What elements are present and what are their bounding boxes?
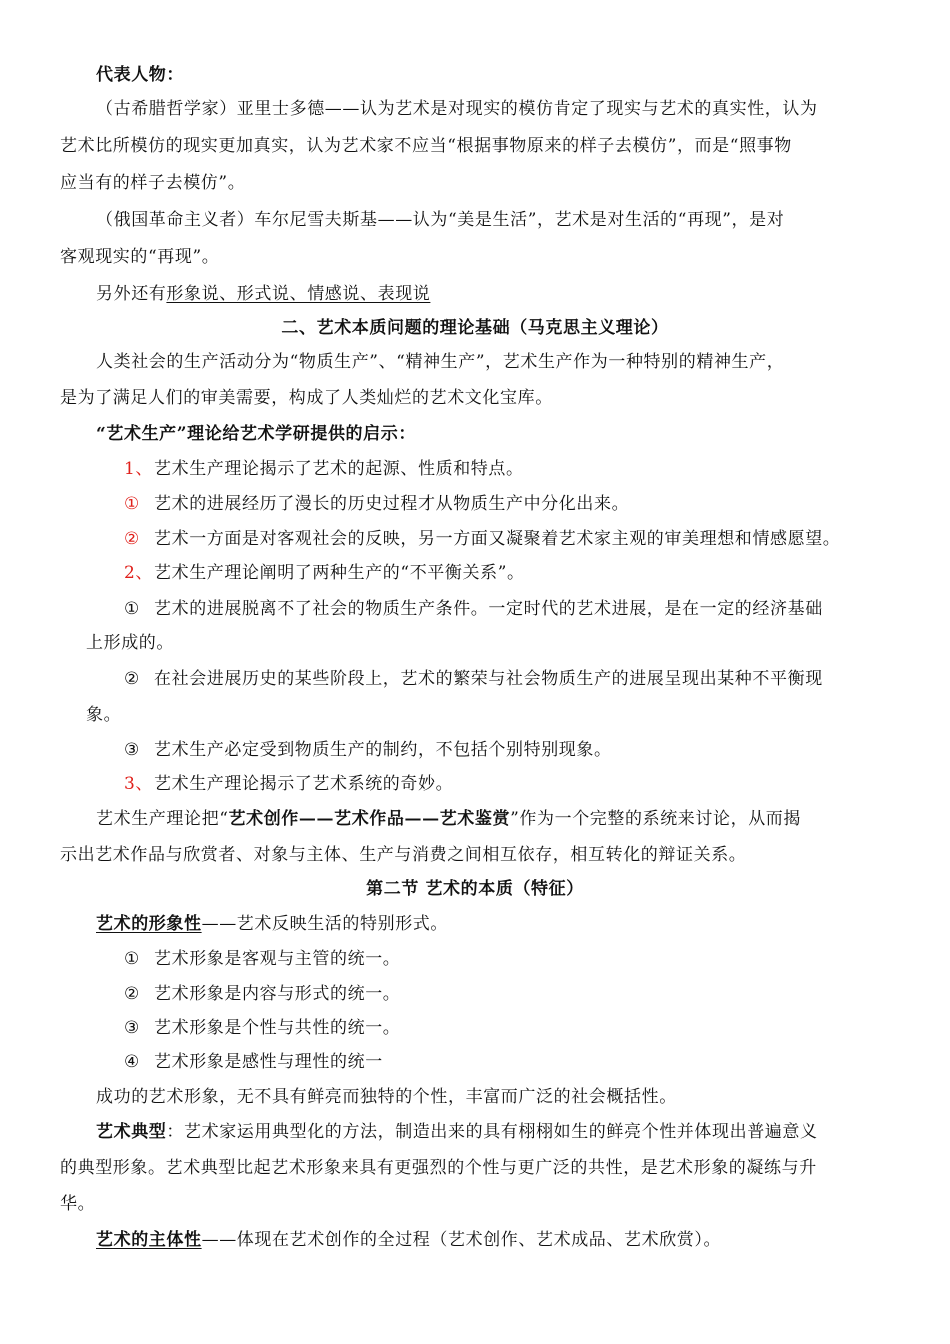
image-item-1-text: 艺术形象是客观与主管的统一。 xyxy=(154,949,401,969)
image-item-3-text: 艺术形象是个性与共性的统一。 xyxy=(154,1018,401,1038)
typical-line-2: 的典型形象。艺术典型比起艺术形象来具有更强烈的个性与更广泛的共性，是艺术形象的凝练与升 xyxy=(60,1158,817,1178)
image-item-4-text: 艺术形象是感性与理性的统一 xyxy=(154,1052,383,1072)
image-item-3-number: ③ xyxy=(124,1018,140,1038)
production-line-1: 人类社会的生产活动分为“物质生产”、“精神生产”，艺术生产作为一种特别的精神生产， xyxy=(96,352,785,372)
system-line-1-pre: 艺术生产理论把“ xyxy=(96,809,229,829)
chernyshevsky-line-2: 客观现实的“再现”。 xyxy=(60,247,220,267)
image-item-2 xyxy=(124,982,950,1006)
image-nature-line xyxy=(96,912,950,936)
point-1 xyxy=(124,457,950,481)
production-line-2: 是为了满足人们的审美需要，构成了人类灿烂的艺术文化宝库。 xyxy=(60,388,553,408)
point-2a-text-1: 艺术的进展脱离不了社会的物质生产条件。一定时代的艺术进展，是在一定的经济基础 xyxy=(154,599,823,619)
section-2-title: 二、艺术本质问题的理论基础（马克思主义理论） xyxy=(281,318,669,338)
image-item-4 xyxy=(124,1050,950,1074)
system-line-1 xyxy=(96,807,950,831)
point-2a-text-2: 上形成的。 xyxy=(86,633,174,653)
typical-line-1 xyxy=(96,1120,950,1144)
point-2 xyxy=(124,561,950,585)
point-1a-number: ① xyxy=(124,494,140,514)
image-item-2-number: ② xyxy=(124,984,140,1004)
typical-def-1: ：艺术家运用典型化的方法，制造出来的具有栩栩如生的鲜亮个性并体现出普遍意义 xyxy=(166,1122,818,1142)
subjectivity-line xyxy=(96,1228,950,1252)
insight-heading: “艺术生产”理论给艺术学研提供的启示： xyxy=(96,424,416,444)
system-line-1-post: ”作为一个完整的系统来讨论，从而揭 xyxy=(510,809,801,829)
point-2c-text: 艺术生产必定受到物质生产的制约，不包括个别特别现象。 xyxy=(154,740,612,760)
section-title-2: 第二节 艺术的本质（特征） xyxy=(366,879,584,899)
point-2b-text-1: 在社会进展历史的某些阶段上，艺术的繁荣与社会物质生产的进展呈现出某种不平衡现 xyxy=(154,669,823,689)
point-1b-number: ② xyxy=(124,529,140,549)
image-nature-term: 艺术的形象性 xyxy=(96,914,202,934)
point-1b-text: 艺术一方面是对客观社会的反映，另一方面又凝聚着艺术家主观的审美理想和情感愿望。 xyxy=(154,529,841,549)
system-line-1-bold: 艺术创作——艺术作品——艺术鉴赏 xyxy=(228,809,511,829)
point-2c xyxy=(124,738,950,762)
point-2b-text-2: 象。 xyxy=(86,705,122,725)
image-item-3 xyxy=(124,1016,950,1040)
point-2a xyxy=(124,597,950,621)
point-2b-number: ② xyxy=(124,669,140,689)
image-item-1 xyxy=(124,947,950,971)
other-theories-prefix: 另外还有 xyxy=(96,284,167,304)
point-2b xyxy=(124,667,950,691)
point-3 xyxy=(124,772,950,796)
point-2a-number: ① xyxy=(124,599,140,619)
point-1a xyxy=(124,492,950,516)
point-2-text: 艺术生产理论阐明了两种生产的“不平衡关系”。 xyxy=(154,563,525,583)
subjectivity-def: ——体现在艺术创作的全过程（艺术创作、艺术成品、艺术欣赏）。 xyxy=(201,1230,722,1250)
representative-heading: 代表人物： xyxy=(96,65,184,85)
point-3-text: 艺术生产理论揭示了艺术系统的奇妙。 xyxy=(154,774,454,794)
system-line-2: 示出艺术作品与欣赏者、对象与主体、生产与消费之间相互依存，相互转化的辩证关系。 xyxy=(60,845,747,865)
image-item-4-number: ④ xyxy=(124,1052,140,1072)
success-line: 成功的艺术形象，无不具有鲜亮而独特的个性，丰富而广泛的社会概括性。 xyxy=(96,1087,677,1107)
image-item-2-text: 艺术形象是内容与形式的统一。 xyxy=(154,984,401,1004)
other-theories-list: 形象说、形式说、情感说、表现说 xyxy=(166,284,431,304)
other-theories-line xyxy=(96,282,950,306)
chernyshevsky-line-1: （俄国革命主义者）车尔尼雪夫斯基——认为“美是生活”，艺术是对生活的“再现”，是对 xyxy=(96,210,785,230)
aristotle-line-2: 艺术比所模仿的现实更加真实，认为艺术家不应当“根据事物原来的样子去模仿”，而是“照事物 xyxy=(60,136,792,156)
typical-term: 艺术典型 xyxy=(96,1122,167,1142)
typical-line-3: 华。 xyxy=(60,1194,96,1214)
image-item-1-number: ① xyxy=(124,949,140,969)
point-1b xyxy=(124,527,950,551)
point-1-text: 艺术生产理论揭示了艺术的起源、性质和特点。 xyxy=(154,459,524,479)
point-2-number: 2、 xyxy=(124,563,154,583)
point-2c-number: ③ xyxy=(124,740,140,760)
point-1-number: 1、 xyxy=(124,459,154,479)
point-1a-text: 艺术的进展经历了漫长的历史过程才从物质生产中分化出来。 xyxy=(154,494,630,514)
image-nature-def: ——艺术反映生活的特别形式。 xyxy=(201,914,449,934)
subjectivity-term: 艺术的主体性 xyxy=(96,1230,202,1250)
aristotle-line-3: 应当有的样子去模仿”。 xyxy=(60,173,246,193)
point-3-number: 3、 xyxy=(124,774,154,794)
aristotle-line-1: （古希腊哲学家）亚里士多德——认为艺术是对现实的模仿肯定了现实与艺术的真实性，认为 xyxy=(96,99,818,119)
